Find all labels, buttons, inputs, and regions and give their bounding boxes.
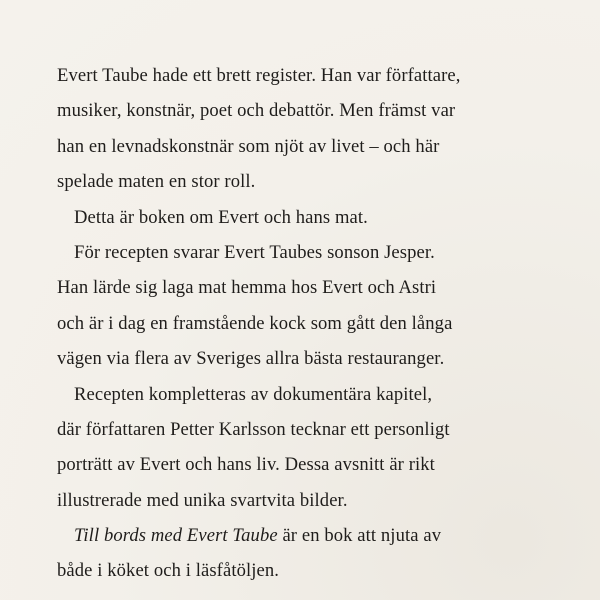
text-line: musiker, konstnär, poet och debattör. Men främst var [57,100,456,122]
text-line: Recepten kompletteras av dokumentära kapitel, [74,383,433,405]
text-line: För recepten svarar Evert Taubes sonson Jesper. [74,241,435,263]
paragraph-chapters [57,377,577,519]
text-line: och är i dag en framstående kock som gått den långa [57,312,453,334]
text-line: vägen via flera av Sveriges allra bästa restauranger. [57,348,445,370]
text-line: porträtt av Evert och hans liv. Dessa avsnitt är rikt [57,454,435,476]
text-line: han en levnadskonstnär som njöt av livet – och här [57,135,440,157]
text-line: Detta är boken om Evert och hans mat. [74,206,368,228]
book-title: Till bords med Evert Taube [74,525,278,547]
text-line: där författaren Petter Karlsson tecknar ett personligt [57,418,450,440]
text-fragment: är en bok att njuta av [277,525,442,547]
text-line: spelade maten en stor roll. [57,171,256,193]
text-line: både i köket och i läsfåtöljen. [57,560,280,582]
paragraph-book-about [57,200,577,235]
paragraph-recipes [57,235,577,377]
text-line: Han lärde sig laga mat hemma hos Evert och Astri [57,277,437,299]
text-line: illustrerade med unika svartvita bilder. [57,489,348,511]
text-line: Evert Taube hade ett brett register. Han var författare, [57,65,461,86]
paragraph-intro [57,58,577,200]
book-blurb [57,58,577,589]
text-line [57,518,577,553]
paragraph-closing [57,518,577,589]
